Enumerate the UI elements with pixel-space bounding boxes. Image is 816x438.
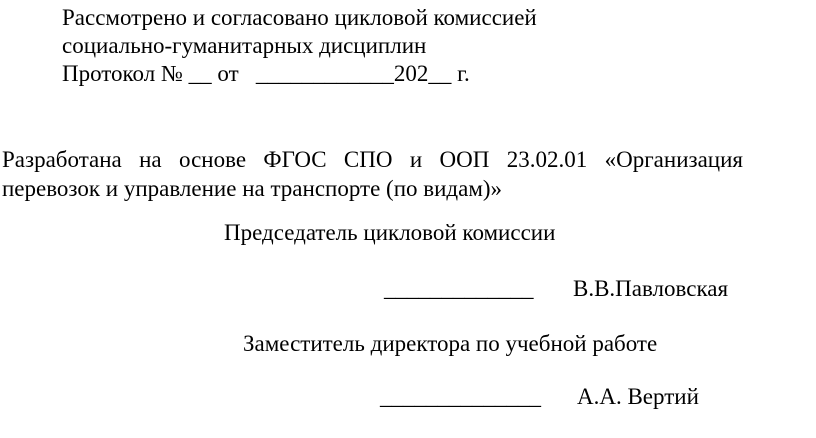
chair-title: Председатель цикловой комиссии [224,220,556,245]
chair-name: В.В.Павловская [573,276,729,301]
basis-text-line-1: Разработана на основе ФГОС СПО и ООП 23.02.01 «Организация [2,147,743,172]
chair-signature-line: _____________ [384,276,534,301]
basis-text-line-2: перевозок и управление на транспорте (по видам)» [2,176,503,201]
approval-line-committee: Рассмотрено и согласовано цикловой комиссией [62,5,537,30]
deputy-director-name: А.А. Вертий [577,384,699,409]
deputy-director-title: Заместитель директора по учебной работе [243,331,658,356]
approval-line-disciplines: социально-гуманитарных дисциплин [62,33,427,58]
approval-line-protocol: Протокол № __ от ____________202__ г. [62,61,470,86]
deputy-signature-line: ______________ [380,384,541,409]
